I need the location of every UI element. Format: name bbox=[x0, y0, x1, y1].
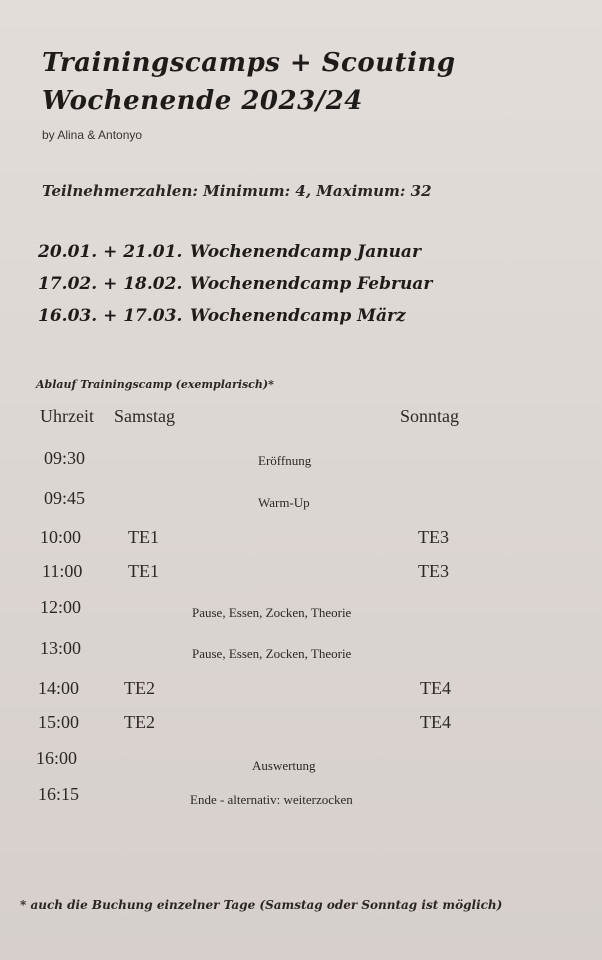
camp-row bbox=[38, 306, 406, 326]
schedule-sunday-unit: TE3 bbox=[418, 527, 449, 547]
schedule-time: 10:00 bbox=[40, 527, 82, 547]
schedule-time: 15:00 bbox=[38, 712, 80, 732]
schedule-sunday-unit: TE3 bbox=[418, 561, 449, 581]
column-header-time: Uhrzeit bbox=[40, 406, 94, 426]
camp-row bbox=[38, 274, 432, 294]
participant-limits: Teilnehmerzahlen: Minimum: 4, Maximum: 32 bbox=[42, 182, 432, 200]
schedule-saturday-unit: TE2 bbox=[124, 712, 155, 732]
schedule-activity: Auswertung bbox=[252, 758, 316, 773]
schedule-activity: Pause, Essen, Zocken, Theorie bbox=[192, 605, 352, 620]
column-header-sunday: Sonntag bbox=[400, 406, 460, 426]
schedule-time: 11:00 bbox=[42, 561, 83, 581]
byline: by Alina & Antonyo bbox=[42, 128, 143, 142]
camp-dates: 20.01. + 21.01. bbox=[38, 242, 183, 262]
camp-name: Wochenendcamp Januar bbox=[190, 242, 421, 262]
schedule-time: 14:00 bbox=[38, 678, 80, 698]
camp-dates: 17.02. + 18.02. bbox=[38, 274, 183, 294]
schedule-sunday-unit: TE4 bbox=[420, 678, 451, 698]
camp-dates: 16.03. + 17.03. bbox=[38, 306, 183, 326]
schedule-time: 13:00 bbox=[40, 638, 82, 658]
schedule-activity: Pause, Essen, Zocken, Theorie bbox=[192, 646, 352, 661]
schedule-time: 09:30 bbox=[44, 448, 86, 468]
camp-name: Wochenendcamp Februar bbox=[190, 274, 433, 294]
schedule-saturday-unit: TE1 bbox=[128, 561, 159, 581]
schedule-time: 12:00 bbox=[40, 597, 82, 617]
title-line-2: Wochenende 2023/24 bbox=[42, 86, 363, 116]
schedule-saturday-unit: TE2 bbox=[124, 678, 155, 698]
schedule-saturday-unit: TE1 bbox=[128, 527, 159, 547]
schedule-time: 16:00 bbox=[36, 748, 78, 768]
schedule-time: 16:15 bbox=[38, 784, 80, 804]
schedule-activity: Warm-Up bbox=[258, 495, 310, 510]
camp-row bbox=[38, 242, 421, 262]
camp-name: Wochenendcamp März bbox=[190, 306, 406, 326]
schedule-caption: Ablauf Trainingscamp (exemplarisch)* bbox=[36, 378, 274, 391]
column-header-saturday: Samstag bbox=[114, 406, 175, 426]
footnote: * auch die Buchung einzelner Tage (Samstag oder Sonntag ist möglich) bbox=[20, 898, 503, 912]
schedule-activity: Ende - alternativ: weiterzocken bbox=[190, 792, 353, 807]
schedule-activity: Eröffnung bbox=[258, 453, 312, 468]
schedule-time: 09:45 bbox=[44, 488, 86, 508]
title-line-1: Trainingscamps + Scouting bbox=[42, 48, 456, 78]
schedule-sunday-unit: TE4 bbox=[420, 712, 451, 732]
